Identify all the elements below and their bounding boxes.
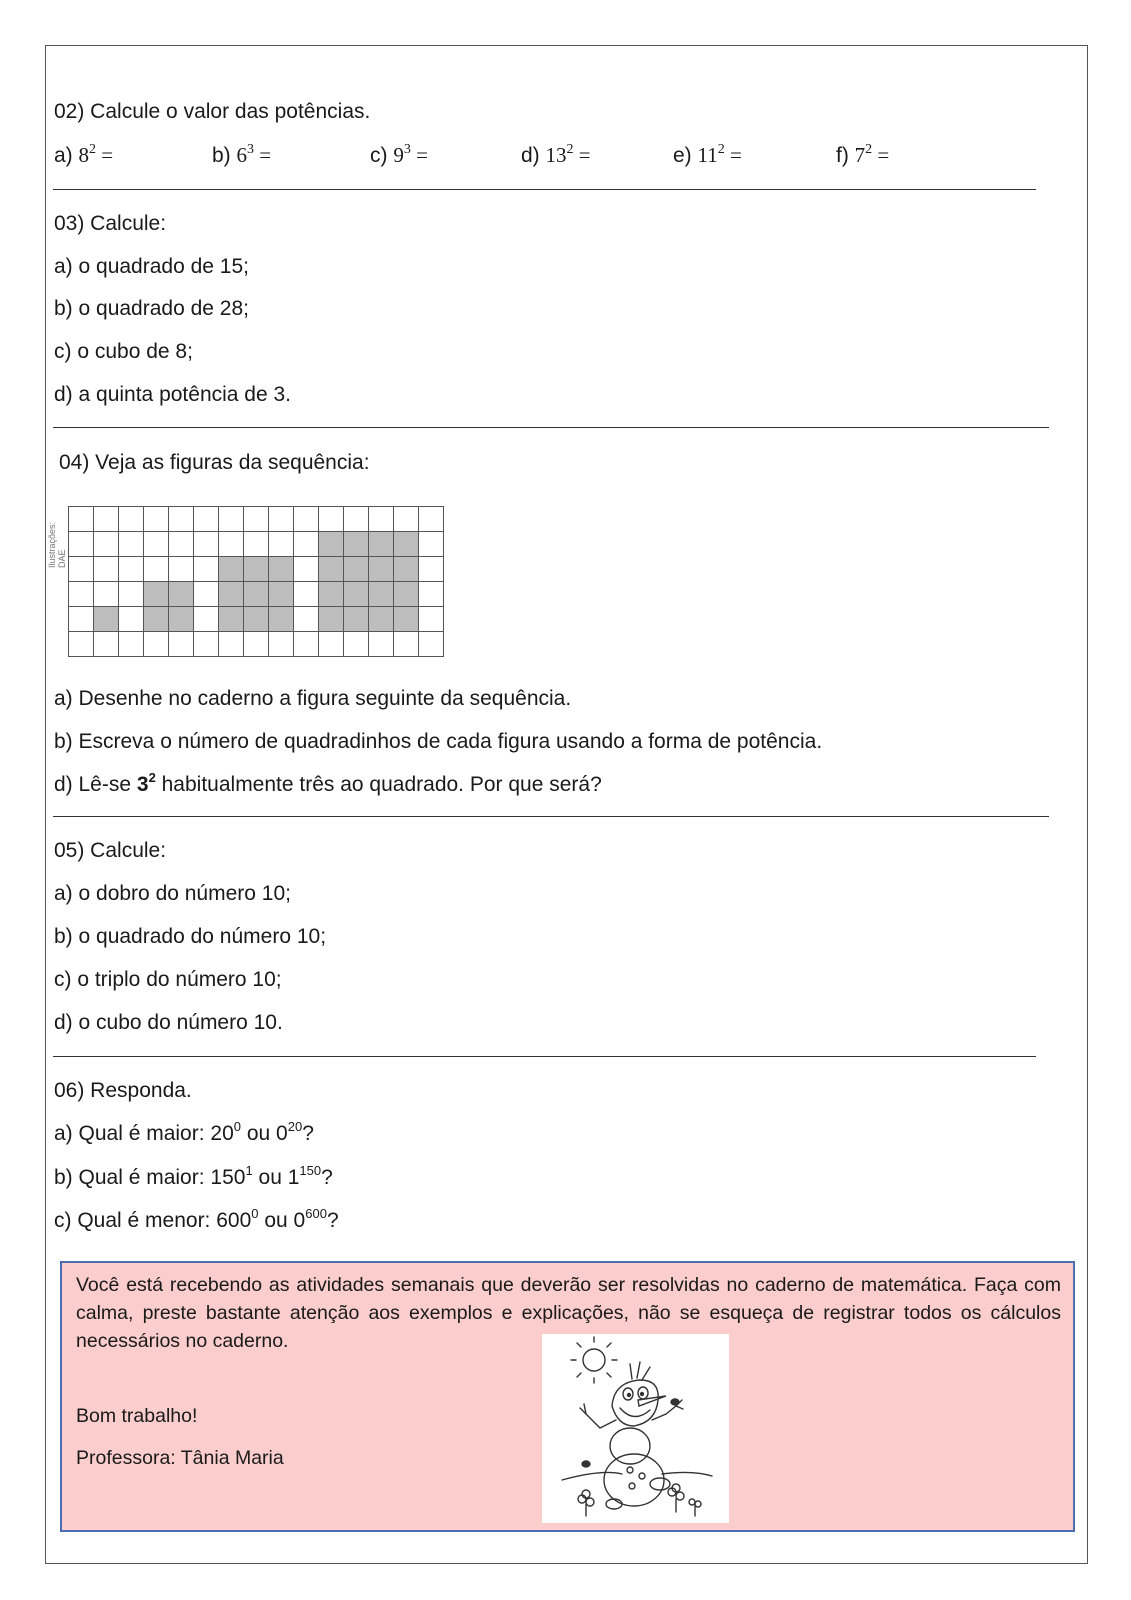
q02-item-b: b) $6^3$ = [212, 142, 272, 167]
snowman-illustration [542, 1334, 729, 1523]
q02-item-c: c) $9^3$ = [370, 142, 428, 167]
q04-item-a: a) Desenhe no caderno a figura seguinte da sequência. [54, 687, 572, 710]
square-sequence-figure [68, 506, 444, 657]
q03-item-b: b) o quadrado de 28; [54, 297, 249, 320]
q03-item-a: a) o quadrado de 15; [54, 255, 249, 278]
divider [53, 427, 1049, 428]
divider [53, 816, 1049, 817]
divider [53, 1056, 1036, 1057]
teacher-note-box [60, 1261, 1075, 1532]
q02-item-d: d) $13^2$ = [521, 142, 591, 167]
q05-item-a: a) o dobro do número 10; [54, 882, 291, 905]
q04-title: 04) Veja as figuras da sequência: [59, 451, 370, 474]
q06-item-c: c) Qual é menor: $600^0$ ou $0^{600}$? [54, 1206, 339, 1232]
q06-item-b: b) Qual é maior: $150^1$ ou $1^{150}$? [54, 1163, 333, 1189]
q04-item-b: b) Escreva o número de quadradinhos de cada figura usando a forma de potência. [54, 730, 823, 753]
q02-title: 02) Calcule o valor das potências. [54, 100, 371, 123]
q02-item-e: e) $11^2$ = [673, 142, 742, 167]
q02-item-a: a) $8^2$ = [54, 142, 114, 167]
q05-item-c: c) o triplo do número 10; [54, 968, 282, 991]
note-teacher: Professora: Tânia Maria [76, 1447, 284, 1469]
illustration-credit: Ilustrações: DAE [47, 521, 67, 568]
sun-rays [571, 1337, 617, 1383]
q03-item-d: d) a quinta potência de 3. [54, 383, 292, 406]
q05-item-b: b) o quadrado do número 10; [54, 925, 327, 948]
q02-item-f: f) $7^2$ = [836, 142, 890, 167]
q06-item-a: a) Qual é maior: $20^0$ ou $0^{20}$? [54, 1119, 314, 1145]
q06-title: 06) Responda. [54, 1079, 192, 1102]
q05-item-d: d) o cubo do número 10. [54, 1011, 283, 1034]
q05-title: 05) Calcule: [54, 839, 167, 862]
divider [53, 189, 1036, 190]
q04-item-d: d) Lê-se $3^2$ habitualmente três ao quadrado. Por que será? [54, 770, 602, 796]
q03-title: 03) Calcule: [54, 212, 167, 235]
note-message: Você está recebendo as atividades semanais que deverão ser resolvidas no caderno de matemática. Faça com calma, preste bastante atenção aos exemplos e explicações, não se esqueça de registrar todos os cálculos necessários no caderno. [76, 1274, 1061, 1352]
note-greeting: Bom trabalho! [76, 1405, 198, 1427]
q03-item-c: c) o cubo de 8; [54, 340, 193, 363]
